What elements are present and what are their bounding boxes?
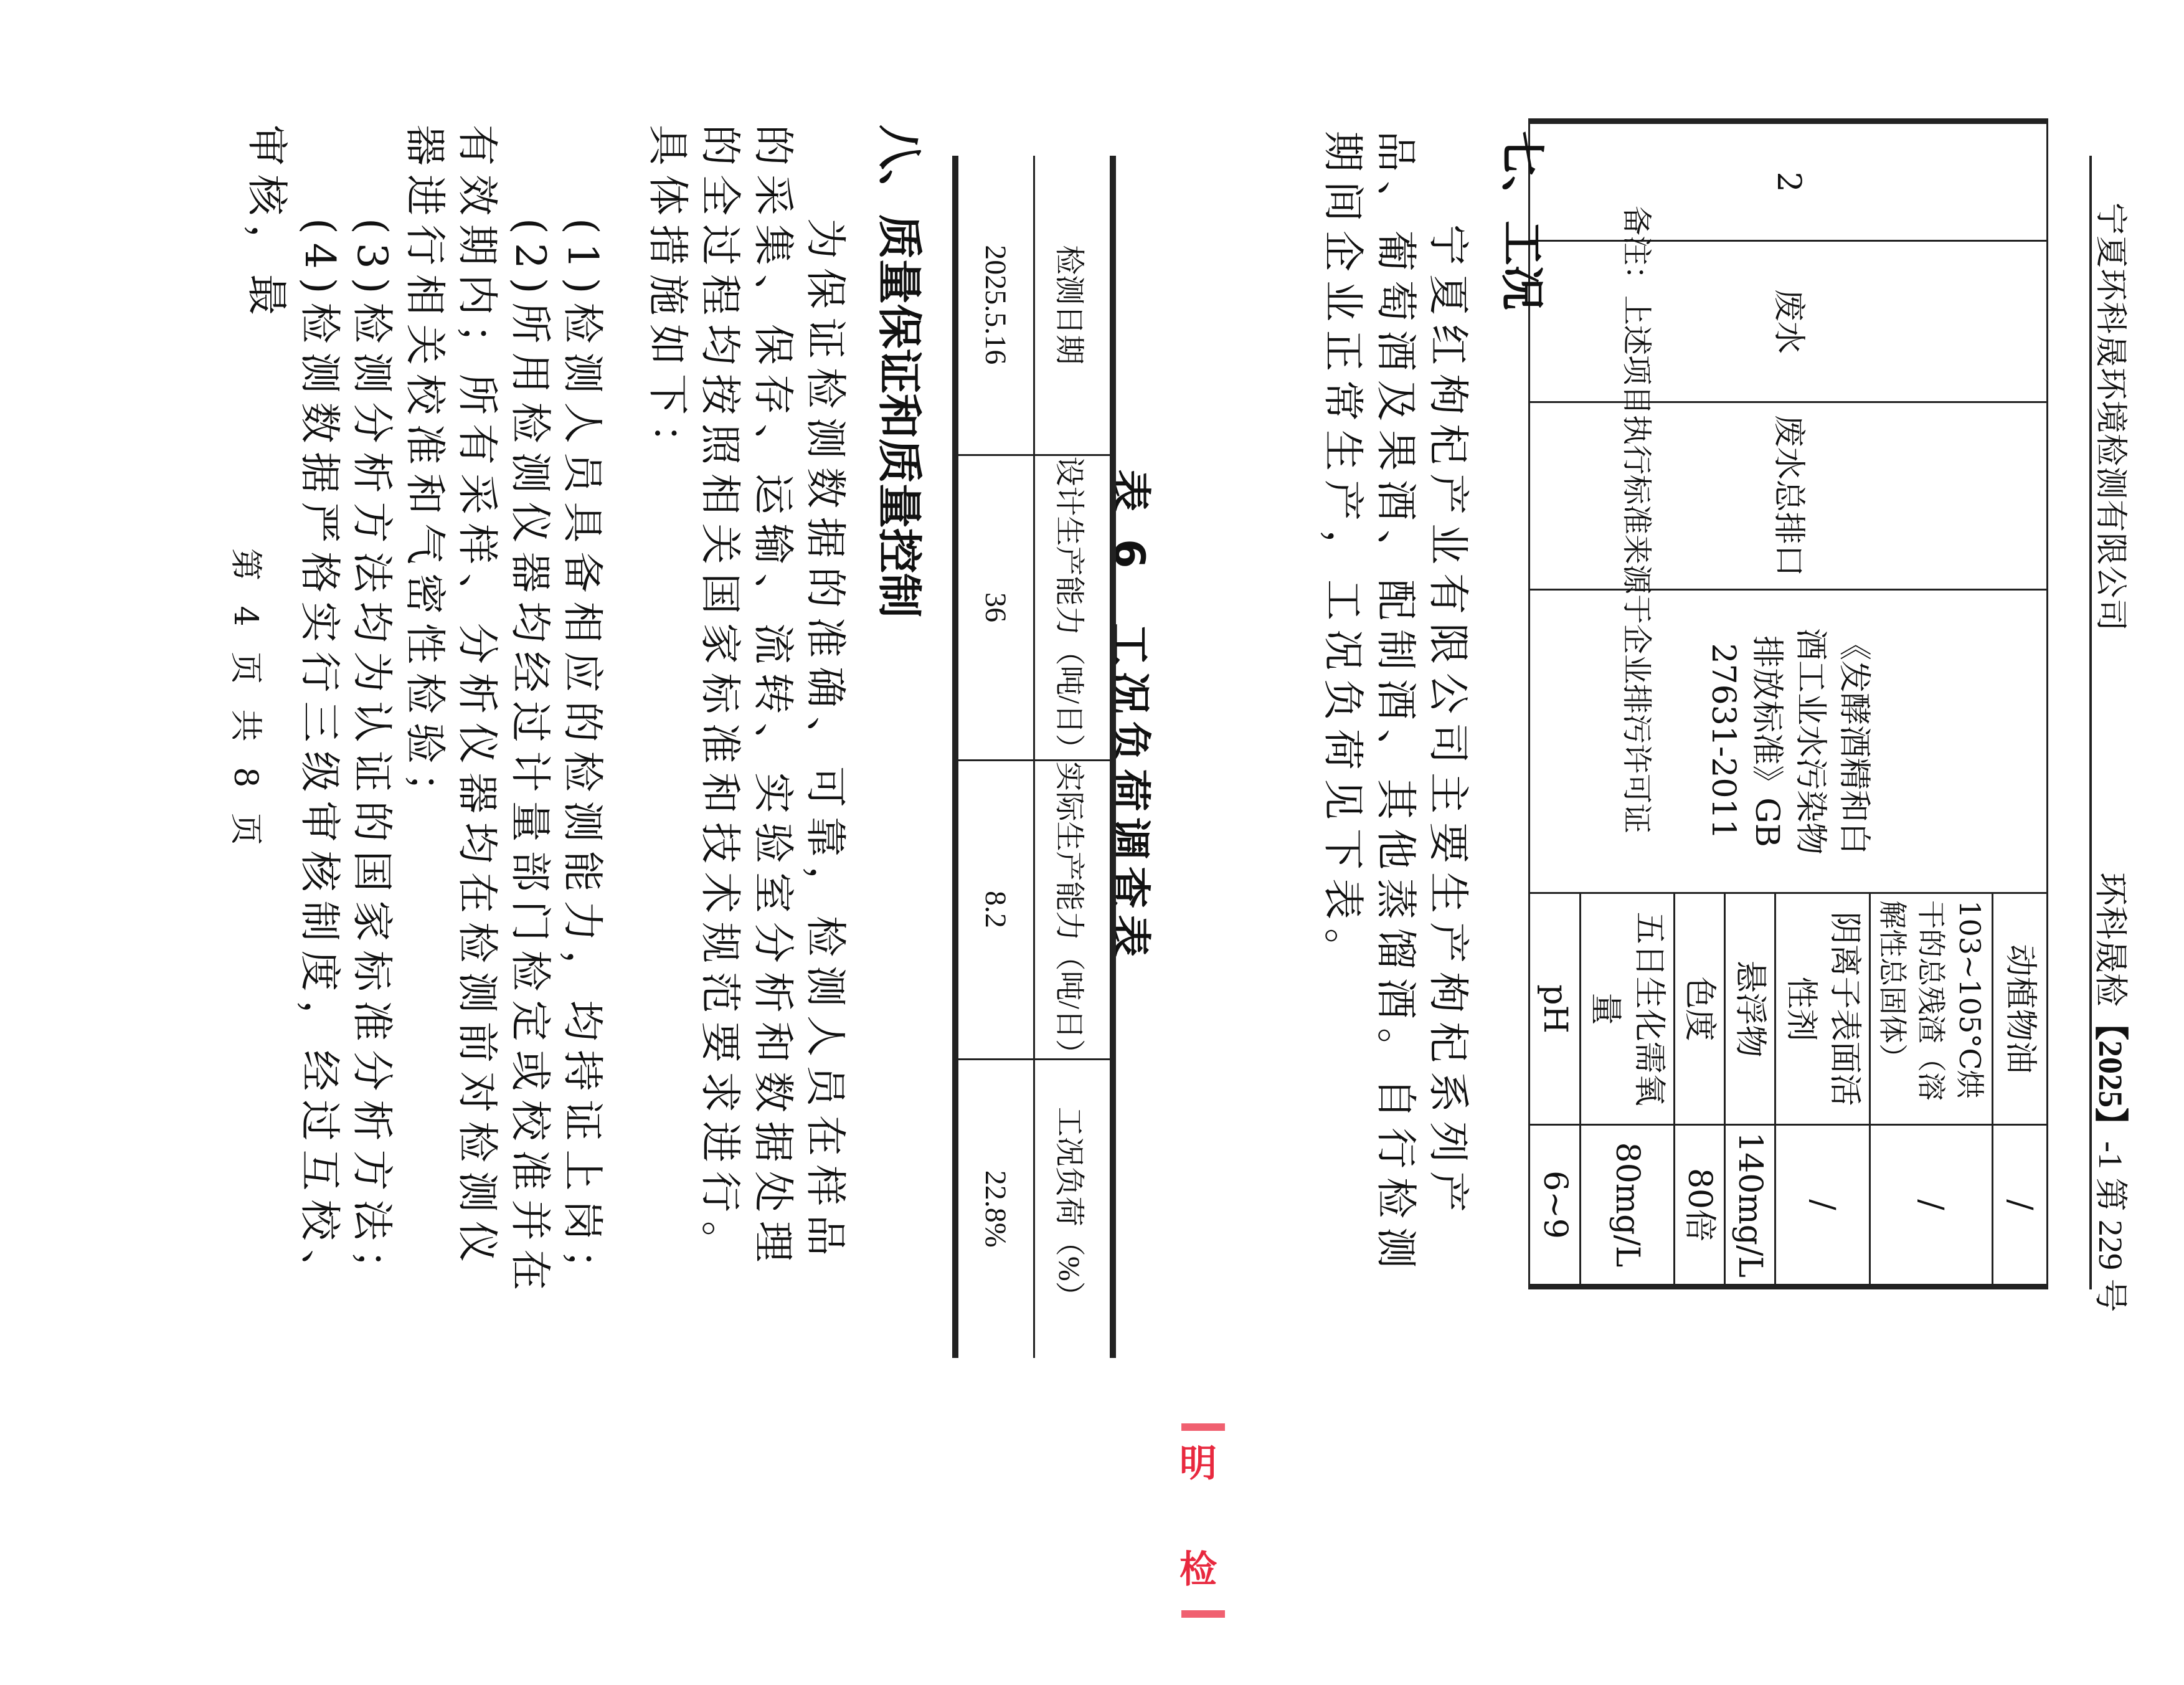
parameter-cell: 五日生化需氧量 [1580,893,1674,1125]
page-number: 第 4 页 共 8 页 [227,548,264,853]
report-suffix: -1 第 229 号 [2092,1141,2129,1312]
section-8-intro [641,125,851,1308]
load-percent-cell: 22.8% [955,1059,1034,1358]
measure-item [556,125,608,1308]
report-prefix: 环科晟检 [2092,872,2129,1007]
limit-cell: 140mg/L [1725,1125,1775,1287]
report-year: 【2025】 [2092,1007,2129,1141]
column-header: 工况负荷（%） [1034,1059,1113,1358]
measure-list [240,125,608,1308]
table-row [1993,121,2048,1287]
limit-cell: 6~9 [1529,1125,1580,1287]
measure-item [398,125,555,1308]
header-rule [2089,156,2092,1289]
date-cell: 2025.5.16 [955,156,1034,455]
table-6-title: 表 6 工况负荷调查表 [1104,469,1153,964]
limit-cell: / [1993,1125,2048,1287]
table-header-row [1034,156,1113,1358]
parameter-cell: pH [1529,893,1580,1125]
column-header: 设计生产能力（吨/日） [1034,455,1113,760]
measure-text: (1)检测人员具备相应的检测能力，均持证上岗； [559,218,607,1299]
stamp-char: 检 [1179,1548,1217,1592]
actual-capacity-cell: 8.2 [955,760,1034,1059]
standards-table [1528,118,2048,1289]
parameter-cell: 色度 [1674,893,1724,1125]
stamp-border [1181,1423,1225,1431]
location-cell: 废水总排口 [1529,402,2048,589]
load-survey-table [952,156,1116,1358]
limit-cell: / [1870,1125,1992,1287]
limit-cell: 80倍 [1674,1125,1724,1287]
parameter-cell: 阴离子表面活性剂 [1775,893,1870,1125]
measure-text: (3)检测分析方法均为认证的国家标准分析方法； [348,218,397,1299]
report-number [2089,872,2137,1312]
measure-text: (2)所用检测仪器均经过计量部门检定或校准并在有效期内；所有采样、分析仪器均在检测前对检测仪器进行相关校准和气密性检验； [400,125,554,1299]
section-8-title: 八、质量保证和质量控制 [873,125,925,619]
section-7-paragraph [1317,131,1474,1314]
column-header: 实际生产能力（吨/日） [1034,760,1113,1059]
limit-cell: 80mg/L [1580,1125,1674,1287]
category-cell: 废水 [1529,241,2048,402]
table-row [955,156,1034,1358]
parameter-cell: 动植物油 [1993,893,2048,1125]
parameter-cell: 103~105°C烘干的总残渣（溶解性总固体） [1870,893,1992,1125]
standard-cell: 《发酵酒精和白酒工业水污染物排放标准》GB 27631-2011 [1529,590,2048,893]
measure-item [346,125,398,1308]
table-note: 备注：上述项目执行标准来源于企业排污许可证 [1619,206,1654,834]
section-8-intro-text: 为保证检测数据的准确、可靠，检测人员在样品的采集、保存、运输、流转、实验室分析和数据处理的全过程均按照相关国家标准和技术规范要求进行。具体措施如下： [643,125,849,1271]
row-number: 2 [1529,121,2048,241]
parameter-cell: 悬浮物 [1725,893,1775,1125]
stamp-border [1181,1610,1225,1618]
seal-stamp-fragment [1169,1423,1225,1685]
design-capacity-cell: 36 [955,455,1034,760]
company-name-header: 宁夏环科晟环境检测有限公司 [2092,202,2128,632]
limit-cell: / [1775,1125,1870,1287]
section-7-text: 宁夏红枸杞产业有限公司主要生产枸杞系列产品、葡萄酒及果酒、配制酒、其他蒸馏酒。自行检测期间企业正常生产，工况负荷见下表。 [1319,131,1472,1277]
column-header: 检测日期 [1034,156,1113,455]
stamp-char: 明 [1179,1442,1217,1486]
section-7-title: 七、工况 [1496,131,1548,311]
measure-text: (4)检测数据严格实行三级审核制度，经过互校、审核，最 [243,125,344,1299]
